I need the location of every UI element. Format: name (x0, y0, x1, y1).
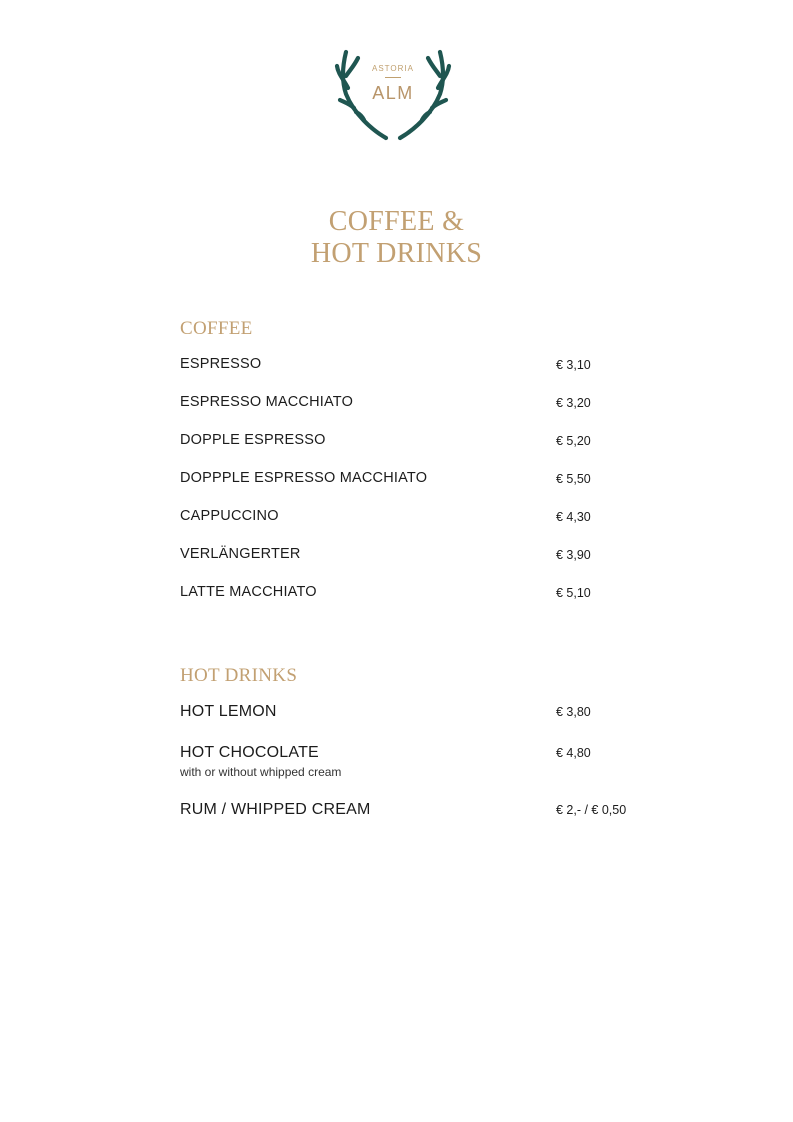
menu-item-price: € 5,20 (556, 434, 591, 448)
menu-item (180, 394, 640, 418)
menu-item (180, 584, 640, 608)
menu-item-price: € 3,80 (556, 705, 591, 719)
menu-item-name: ESPRESSO (180, 356, 262, 372)
logo-wordmark: ALM (372, 83, 414, 103)
menu-item-name: HOT LEMON (180, 703, 277, 720)
menu-item-price: € 3,20 (556, 396, 591, 410)
page-title-line-1: COFFEE & (328, 206, 465, 237)
menu-item (180, 432, 640, 456)
menu-item-price: € 4,80 (556, 746, 591, 760)
menu-item (180, 703, 640, 727)
menu-item-price: € 2,- / € 0,50 (556, 803, 627, 817)
menu-item-price: € 3,10 (556, 358, 591, 372)
menu-item (180, 470, 640, 494)
menu-item-note: with or without whipped cream (180, 765, 342, 779)
menu-item (180, 356, 640, 380)
section-heading-hot-drinks: HOT DRINKS (180, 665, 298, 686)
menu-item-name: RUM / WHIPPED CREAM (180, 801, 371, 818)
menu-item (180, 546, 640, 570)
menu-item-name: LATTE MACCHIATO (180, 584, 317, 600)
menu-item-name: ESPRESSO MACCHIATO (180, 394, 354, 410)
menu-item-price: € 3,90 (556, 548, 591, 562)
section-heading-coffee: COFFEE (180, 318, 253, 339)
menu-item-price: € 4,30 (556, 510, 591, 524)
menu-item-price: € 5,10 (556, 586, 591, 600)
menu-item (180, 744, 640, 784)
menu-item-name: HOT CHOCOLATE (180, 744, 319, 761)
logo (334, 46, 452, 144)
page-title-line-2: HOT DRINKS (310, 238, 483, 269)
menu-item (180, 801, 640, 825)
menu-item (180, 508, 640, 532)
menu-item-price: € 5,50 (556, 472, 591, 486)
menu-item-name: CAPPUCCINO (180, 508, 279, 524)
page-title (0, 206, 793, 270)
logo-divider (385, 77, 401, 78)
menu-item-name: DOPPPLE ESPRESSO MACCHIATO (180, 470, 428, 486)
menu-item-name: DOPPLE ESPRESSO (180, 432, 326, 448)
menu-item-name: VERLÄNGERTER (180, 546, 301, 562)
logo-subtitle: ASTORIA (372, 64, 414, 73)
